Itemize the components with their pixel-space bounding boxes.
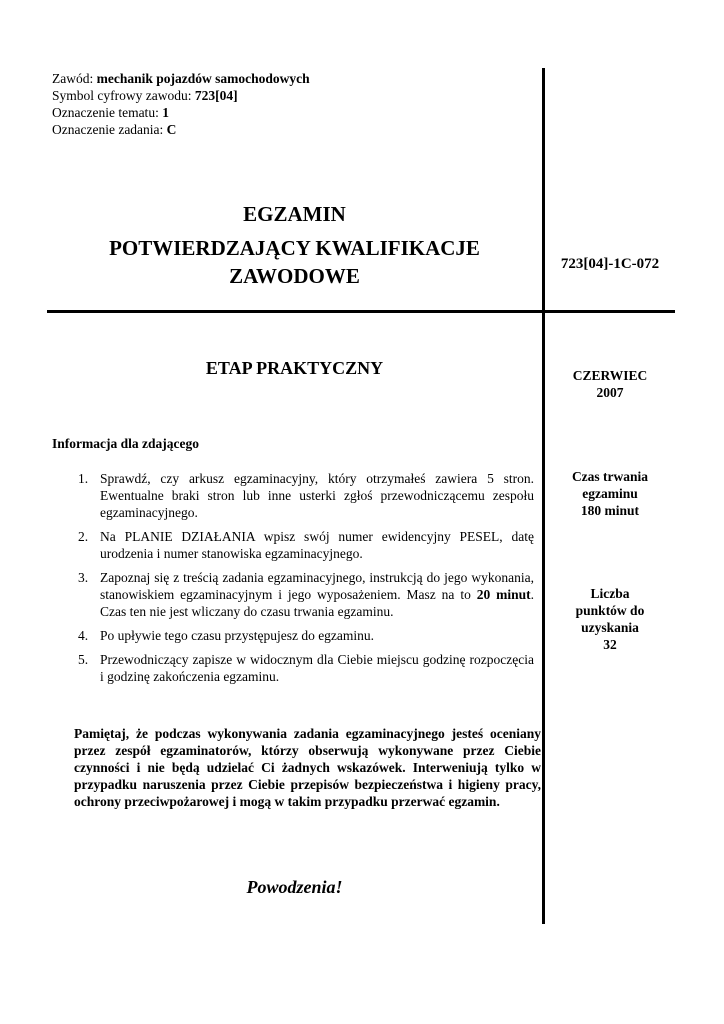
task-value: C [166, 122, 177, 137]
item-number: 2. [78, 529, 89, 544]
title-line-2: POTWIERDZAJĄCY KWALIFIKACJE [109, 236, 480, 260]
duration-line-2: egzaminu [582, 486, 638, 501]
item-text [100, 569, 534, 620]
item-number: 4. [78, 628, 89, 643]
instruction-list [78, 470, 534, 692]
exam-date [545, 367, 675, 401]
item-number: 5. [78, 652, 89, 667]
list-item [78, 528, 534, 562]
date-month: CZERWIEC [572, 368, 648, 383]
horizontal-divider [47, 310, 675, 313]
symbol-value: 723[04] [194, 88, 238, 103]
title-line-3: ZAWODOWE [229, 264, 360, 288]
stage-title: ETAP PRAKTYCZNY [205, 358, 384, 378]
item-text: Sprawdź, czy arkusz egzaminacyjny, który otrzymałeś zawiera 5 stron. Ewentualne braki stron lub inne usterki zgłoś przewodniczącemu zespołu egzaminacyjnego. [100, 471, 534, 520]
points-value: 32 [603, 637, 617, 652]
exam-points [545, 585, 675, 653]
symbol-label: Symbol cyfrowy zawodu: [52, 88, 192, 103]
item-text-part: . Czas ten nie jest wliczany do czasu trwania egzaminu. [100, 587, 534, 619]
exam-code: 723[04]-1C-072 [560, 256, 660, 272]
list-item [78, 651, 534, 685]
item-text-bold: 20 minut [476, 587, 531, 602]
exam-header-info [52, 70, 310, 138]
item-text-part: Zapoznaj się z treścią zadania egzaminacyjnego, instrukcją do jego wykonania, stanowiskiem egzaminacyjnym i jego wyposażeniem. Masz na to [100, 570, 534, 602]
item-text: Przewodniczący zapisze w widocznym dla Ciebie miejscu godzinę rozpoczęcia i godzinę zakończenia egzaminu. [100, 652, 534, 684]
item-number: 3. [78, 570, 89, 585]
points-line-2: punktów do [575, 603, 645, 618]
exam-duration [545, 468, 675, 519]
item-text: Po upływie tego czasu przystępujesz do egzaminu. [100, 628, 375, 643]
symbol-line [52, 87, 310, 104]
points-line-3: uzyskania [581, 620, 639, 635]
exam-title [47, 200, 542, 290]
task-label: Oznaczenie zadania: [52, 122, 164, 137]
duration-line-3: 180 minut [580, 503, 640, 518]
item-number: 1. [78, 471, 89, 486]
item-text: Na PLANIE DZIAŁANIA wpisz swój numer ewidencyjny PESEL, datę urodzenia i numer stanowiska egzaminacyjnego. [100, 529, 534, 561]
topic-label: Oznaczenie tematu: [52, 105, 159, 120]
list-item [78, 470, 534, 521]
topic-value: 1 [162, 105, 169, 120]
profession-line [52, 70, 310, 87]
title-line-1: EGZAMIN [243, 202, 346, 226]
topic-line [52, 104, 310, 121]
duration-line-1: Czas trwania [571, 469, 649, 484]
list-item [78, 569, 534, 620]
profession-label: Zawód: [52, 71, 94, 86]
info-heading: Informacja dla zdającego [52, 436, 199, 451]
list-item [78, 627, 534, 644]
warning-paragraph: Pamiętaj, że podczas wykonywania zadania egzaminacyjnego jesteś oceniany przez zespół egzaminatorów, którzy obserwują wykonywane przez Ciebie czynności i nie będą udzielać Ci żadnych wskazówek. Interweniują tylko w przypadku naruszenia przez Ciebie przepisów bezpieczeństwa i higieny pracy, ochrony przeciwpożarowej i mogą w takim przypadku przerwać egzamin. [74, 726, 541, 809]
closing-text: Powodzenia! [246, 877, 343, 897]
task-line [52, 121, 310, 138]
profession-value: mechanik pojazdów samochodowych [96, 71, 310, 86]
date-year: 2007 [596, 385, 624, 400]
points-line-1: Liczba [590, 586, 630, 601]
